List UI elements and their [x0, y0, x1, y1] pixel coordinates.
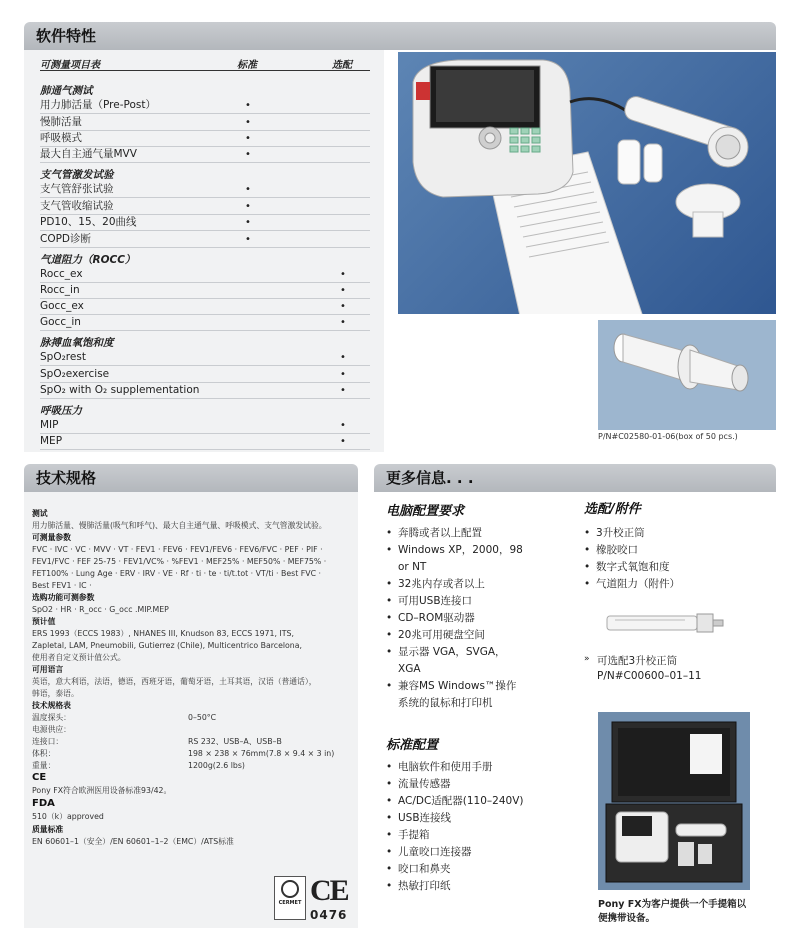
feature-row: [40, 418, 370, 434]
list-item: • AC/DC适配器(110–240V): [398, 794, 524, 809]
optional-dot: •: [340, 285, 346, 296]
spec-key: 重量：: [32, 761, 56, 770]
optional-dot: •: [340, 317, 346, 328]
optional-dot: •: [340, 301, 346, 312]
list-item: • 3升校正筒: [596, 526, 645, 541]
spec-text: 英语，意大利语，法语，德语，西班牙语，葡萄牙语，土耳其语，汉语（普通话），: [32, 677, 317, 686]
feature-row: [40, 98, 370, 114]
feature-row: [40, 182, 370, 198]
standard-dot: •: [245, 217, 251, 228]
optional-dot: •: [340, 420, 346, 431]
list-item: • 电脑软件和使用手册: [398, 760, 493, 775]
syringe-image: [605, 600, 725, 642]
optional-dot: •: [340, 436, 346, 447]
feature-row: [40, 131, 370, 147]
standard-dot: •: [245, 184, 251, 195]
feature-category-label: 脉搏血氧饱和度: [40, 337, 114, 349]
ce-mark: CE: [310, 874, 348, 907]
spec-value: 198 × 238 × 76mm(7.8 × 9.4 × 3 in): [188, 749, 335, 758]
fda-title: FDA: [32, 798, 55, 809]
ce-title: CE: [32, 772, 47, 783]
list-item: • 热敏打印纸: [398, 879, 451, 894]
quality-title: 质量标准: [32, 825, 64, 834]
spec-value: 0–50°C: [188, 713, 217, 722]
spec-value: 1200g(2.6 lbs): [188, 761, 245, 770]
tech-header: [24, 464, 358, 492]
feature-row: [40, 215, 370, 231]
feature-row: [40, 283, 370, 299]
standard-dot: •: [245, 117, 251, 128]
list-item: • CD–ROM驱动器: [398, 611, 475, 626]
list-item: • 手提箱: [398, 828, 430, 843]
ce-number: 0476: [310, 908, 348, 922]
list-item: • 咬口和鼻夹: [398, 862, 451, 877]
case-caption-line-1: Pony FX为客户提供一个手提箱以: [598, 899, 747, 910]
standard-dot: •: [245, 234, 251, 245]
table-header-standard: 标准: [237, 60, 257, 71]
ce-text: Pony FX符合欧洲医用设备标准93/42。: [32, 786, 172, 795]
feature-label: Gocc_ex: [40, 300, 84, 312]
spec-text: ERS 1993（ECCS 1983）, NHANES III, Knudson 83, ECCS 1971, ITS,: [32, 629, 294, 638]
feature-row: [40, 299, 370, 315]
feature-label: 呼吸模式: [40, 132, 82, 144]
feature-row: [40, 350, 370, 366]
list-item: • 数字式氧饱和度: [596, 560, 670, 575]
spec-text: Best FEV1 · IC ·: [32, 581, 92, 590]
list-item: • 气道阻力（附件）: [596, 577, 680, 592]
list-item: • 儿童咬口连接器: [398, 845, 472, 860]
optional-accessories-title: 选配/附件: [584, 502, 641, 517]
mouthpiece-photo: [598, 320, 776, 430]
device-photo: [398, 52, 776, 314]
table-header-rule: [40, 70, 370, 71]
software-header: [24, 22, 776, 50]
mouthpiece-illustration: [598, 320, 776, 430]
spec-section-title: 可用语言: [32, 665, 64, 674]
spec-text: 使用者自定义预计值公式。: [32, 653, 126, 662]
standard-dot: •: [245, 149, 251, 160]
optional-dot: •: [340, 269, 346, 280]
feature-label: 支气管舒张试验: [40, 183, 114, 195]
feature-label: 用力肺活量（Pre-Post）: [40, 99, 156, 111]
case-illustration: [598, 712, 750, 890]
table-header-item: 可测量项目表: [40, 60, 100, 71]
spec-text: FVC · IVC · VC · MVV · VT · FEV1 · FEV6 · FEV1/FEV6 · FEV6/FVC · PEF · PIF ·: [32, 545, 323, 554]
list-item: • USB连接线: [398, 811, 451, 826]
list-item: • 流量传感器: [398, 777, 451, 792]
more-header: [374, 464, 776, 492]
spec-value: RS 232、USB–A、USB–B: [188, 737, 282, 746]
feature-row: [40, 434, 370, 450]
standard-dot: •: [245, 201, 251, 212]
spec-section-title: 可测量参数: [32, 533, 71, 542]
list-item: 系统的鼠标和打印机: [398, 697, 493, 709]
list-item: XGA: [398, 663, 421, 675]
spec-key: 体积：: [32, 749, 56, 758]
standard-dot: •: [245, 133, 251, 144]
list-item: • Windows XP，2000，98: [398, 543, 523, 558]
table-header-optional: 选配: [332, 60, 352, 71]
feature-category-label: 呼吸压力: [40, 405, 82, 417]
feature-label: Rocc_ex: [40, 268, 83, 280]
spec-section-title: 预计值: [32, 617, 56, 626]
cermet-text: CERMET: [278, 900, 302, 906]
device-illustration: [398, 52, 776, 314]
list-item: • 可用USB连接口: [398, 594, 472, 609]
feature-category-label: 支气管激发试验: [40, 169, 114, 181]
syringe-arrow-icon: »: [584, 654, 590, 664]
list-item: • 兼容MS Windows™操作: [398, 679, 516, 694]
syringe-part-number: P/N#C00600–01–11: [597, 670, 702, 682]
list-item: • 奔腾或者以上配置: [398, 526, 482, 541]
feature-label: SpO₂exercise: [40, 368, 110, 380]
optional-dot: •: [340, 352, 346, 363]
feature-row: [40, 383, 370, 399]
list-item: • 显示器 VGA，SVGA，: [398, 645, 506, 660]
feature-label: MIP: [40, 419, 59, 431]
standard-config-title: 标准配置: [386, 738, 439, 753]
more-title: 更多信息. . .: [386, 469, 474, 487]
spec-key: 连接口：: [32, 737, 64, 746]
tech-title: 技术规格: [36, 469, 97, 487]
feature-category-label: 肺通气测试: [40, 85, 93, 97]
feature-row: [40, 367, 370, 383]
spec-key: 电源供应：: [32, 725, 71, 734]
case-photo: [598, 712, 750, 890]
feature-label: SpO₂ with O₂ supplementation: [40, 384, 200, 396]
spec-text: FET100% · Lung Age · ERV · IRV · VE · Rf · ti · te · ti/t.tot · VT/ti · Best FVC ·: [32, 569, 321, 578]
optional-dot: •: [340, 385, 346, 396]
feature-row: [40, 267, 370, 283]
spec-key: 温度探头：: [32, 713, 71, 722]
feature-label: PD10、15、20曲线: [40, 216, 137, 228]
feature-row: [40, 115, 370, 131]
case-caption-line-2: 便携带设备。: [598, 913, 656, 924]
cermet-icon: [281, 880, 299, 898]
feature-label: COPD诊断: [40, 233, 92, 245]
list-item: • 32兆内存或者以上: [398, 577, 485, 592]
spec-text: 韩语，泰语。: [32, 689, 79, 698]
spec-section-title: 技术规格表: [32, 701, 71, 710]
feature-row: [40, 199, 370, 215]
pc-requirements-title: 电脑配置要求: [386, 504, 465, 519]
mouthpiece-caption: P/N#C02580-01-06(box of 50 pcs.): [598, 432, 738, 441]
quality-text: EN 60601–1（安全）/EN 60601–1–2（EMC）/ATS标准: [32, 837, 234, 846]
spec-section-title: 选购功能可测参数: [32, 593, 95, 602]
feature-label: Gocc_in: [40, 316, 81, 328]
standard-dot: •: [245, 100, 251, 111]
feature-label: 支气管收缩试验: [40, 200, 114, 212]
feature-label: 慢肺活量: [40, 116, 82, 128]
feature-row: [40, 315, 370, 331]
spec-section-title: 测试: [32, 509, 48, 518]
feature-label: MEP: [40, 435, 63, 447]
feature-row: [40, 147, 370, 163]
list-item: • 橡胶咬口: [596, 543, 638, 558]
spec-text: Zapletal, LAM, Pneumobili, Gutierrez (Chile), Multicentrico Barcelona,: [32, 641, 303, 650]
feature-label: SpO₂rest: [40, 351, 86, 363]
spec-text: FEV1/FVC · FEF 25-75 · FEV1/VC% · %FEV1 · MEF25% · MEF50% · MEF75% ·: [32, 557, 327, 566]
optional-dot: •: [340, 369, 346, 380]
list-item: or NT: [398, 561, 427, 573]
cermet-logo: [274, 876, 306, 920]
syringe-label: 可选配3升校正筒: [597, 655, 678, 667]
spec-text: 用力肺活量、慢肺活量(吸气和呼气)、最大自主通气量、呼吸模式、支气管激发试验。: [32, 521, 327, 530]
feature-label: Rocc_in: [40, 284, 80, 296]
list-item: • 20兆可用硬盘空间: [398, 628, 485, 643]
software-title: 软件特性: [36, 27, 97, 45]
fda-text: 510（k）approved: [32, 812, 104, 821]
feature-row: [40, 232, 370, 248]
spec-text: SpO2 · HR · R_occ · G_occ .MIP.MEP: [32, 605, 169, 614]
feature-label: 最大自主通气量MVV: [40, 148, 137, 160]
feature-category-label: 气道阻力（ROCC）: [40, 254, 136, 266]
